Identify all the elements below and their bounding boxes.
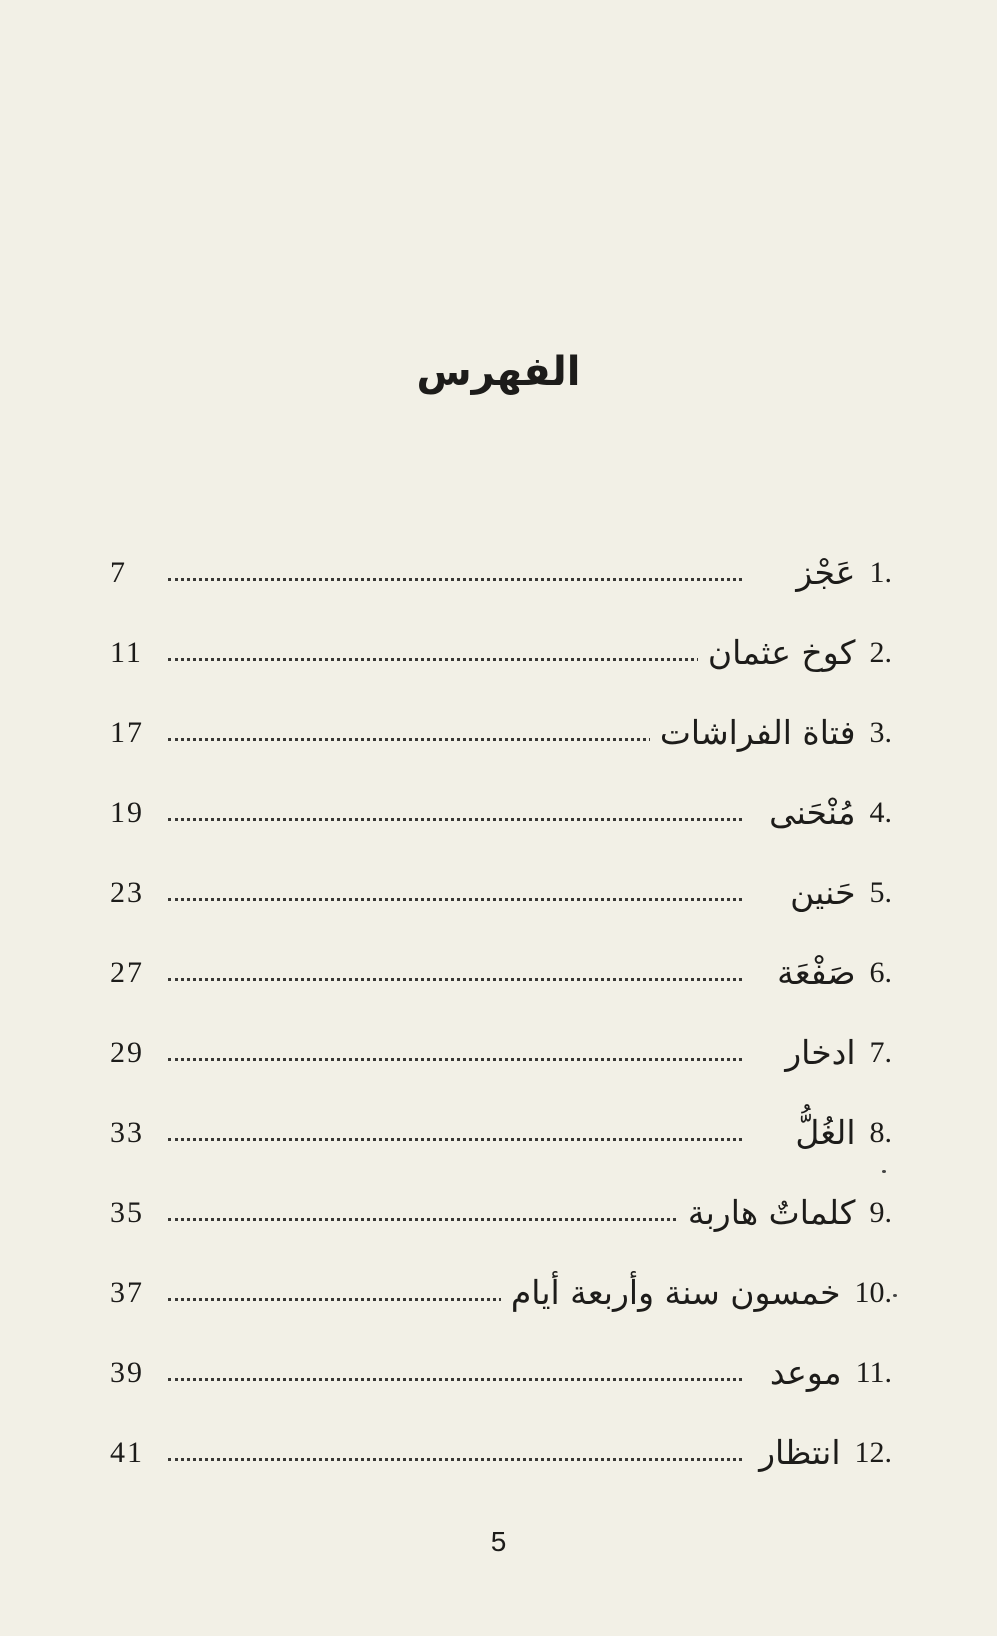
entry-number: 5. [869, 876, 892, 909]
entry-page: 41 [110, 1436, 144, 1469]
toc-row [110, 785, 892, 865]
toc-row [110, 1025, 892, 1105]
dot-leader [168, 578, 742, 581]
ink-speck [882, 1170, 886, 1173]
toc-entry [767, 945, 892, 1001]
dot-leader [168, 1458, 742, 1461]
toc-row [110, 945, 892, 1025]
entry-page: 7 [110, 556, 127, 589]
entry-title: موعد [769, 1353, 842, 1392]
toc-entry [650, 705, 892, 761]
entry-title: انتظار [759, 1433, 841, 1472]
entry-number: 3. [869, 716, 892, 749]
entry-page: 33 [110, 1116, 144, 1149]
toc-row [110, 1345, 892, 1425]
entry-number: 7. [869, 1036, 892, 1069]
page-title: الفهرس [416, 349, 581, 395]
entry-title: عَجْز [796, 553, 856, 592]
entry-page: 35 [110, 1196, 144, 1229]
entry-title: كوخ عثمان [707, 633, 856, 672]
entry-title: خمسون سنة وأربعة أيام [510, 1273, 841, 1312]
entry-number: 8. [869, 1116, 892, 1149]
toc-entry [775, 1025, 892, 1081]
toc-entry [749, 1425, 892, 1481]
entry-title: الغُلُّ [795, 1113, 856, 1152]
dot-leader [168, 1218, 742, 1221]
entry-number: 2. [869, 636, 892, 669]
dot-leader [168, 978, 742, 981]
toc-row [110, 1425, 892, 1505]
entry-number: 12. [854, 1436, 892, 1469]
toc-entry [501, 1265, 892, 1321]
entry-title: فتاة الفراشات [659, 713, 856, 752]
page-number: 5 [490, 1526, 507, 1557]
toc-row [110, 1265, 892, 1345]
entry-page: 19 [110, 796, 144, 829]
toc-row [110, 705, 892, 785]
entry-page: 17 [110, 716, 144, 749]
entry-title: صَفْعَة [777, 953, 856, 992]
entry-number: 10. [854, 1276, 892, 1309]
dot-leader [168, 1138, 742, 1141]
entry-number: 6. [869, 956, 892, 989]
toc-row [110, 545, 892, 625]
entry-title: حَنين [790, 873, 856, 912]
entry-number: 1. [869, 556, 892, 589]
entry-page: 37 [110, 1276, 144, 1309]
toc-row [110, 625, 892, 705]
toc-entry [760, 1345, 892, 1401]
ink-speck [893, 1294, 897, 1297]
entry-page: 23 [110, 876, 144, 909]
toc-entry [786, 545, 892, 601]
dot-leader [168, 658, 742, 661]
toc-row [110, 1185, 892, 1265]
entry-page: 11 [110, 636, 143, 669]
entry-title: كلماتٌ هاربة [687, 1193, 856, 1232]
entry-number: 9. [869, 1196, 892, 1229]
table-of-contents [110, 545, 892, 1505]
dot-leader [168, 1378, 742, 1381]
toc-entry [678, 1185, 892, 1241]
toc-entry [698, 625, 892, 681]
entry-number: 4. [869, 796, 892, 829]
toc-row [110, 1105, 892, 1185]
toc-row [110, 865, 892, 945]
entry-page: 29 [110, 1036, 144, 1069]
toc-entry [785, 1105, 892, 1161]
dot-leader [168, 898, 742, 901]
dot-leader [168, 1058, 742, 1061]
toc-entry [759, 785, 892, 841]
toc-entry [780, 865, 892, 921]
entry-page: 39 [110, 1356, 144, 1389]
entry-title: مُنْحَنى [769, 793, 856, 832]
entry-page: 27 [110, 956, 144, 989]
entry-number: 11. [855, 1356, 892, 1389]
entry-title: ادخار [785, 1033, 856, 1072]
dot-leader [168, 818, 742, 821]
